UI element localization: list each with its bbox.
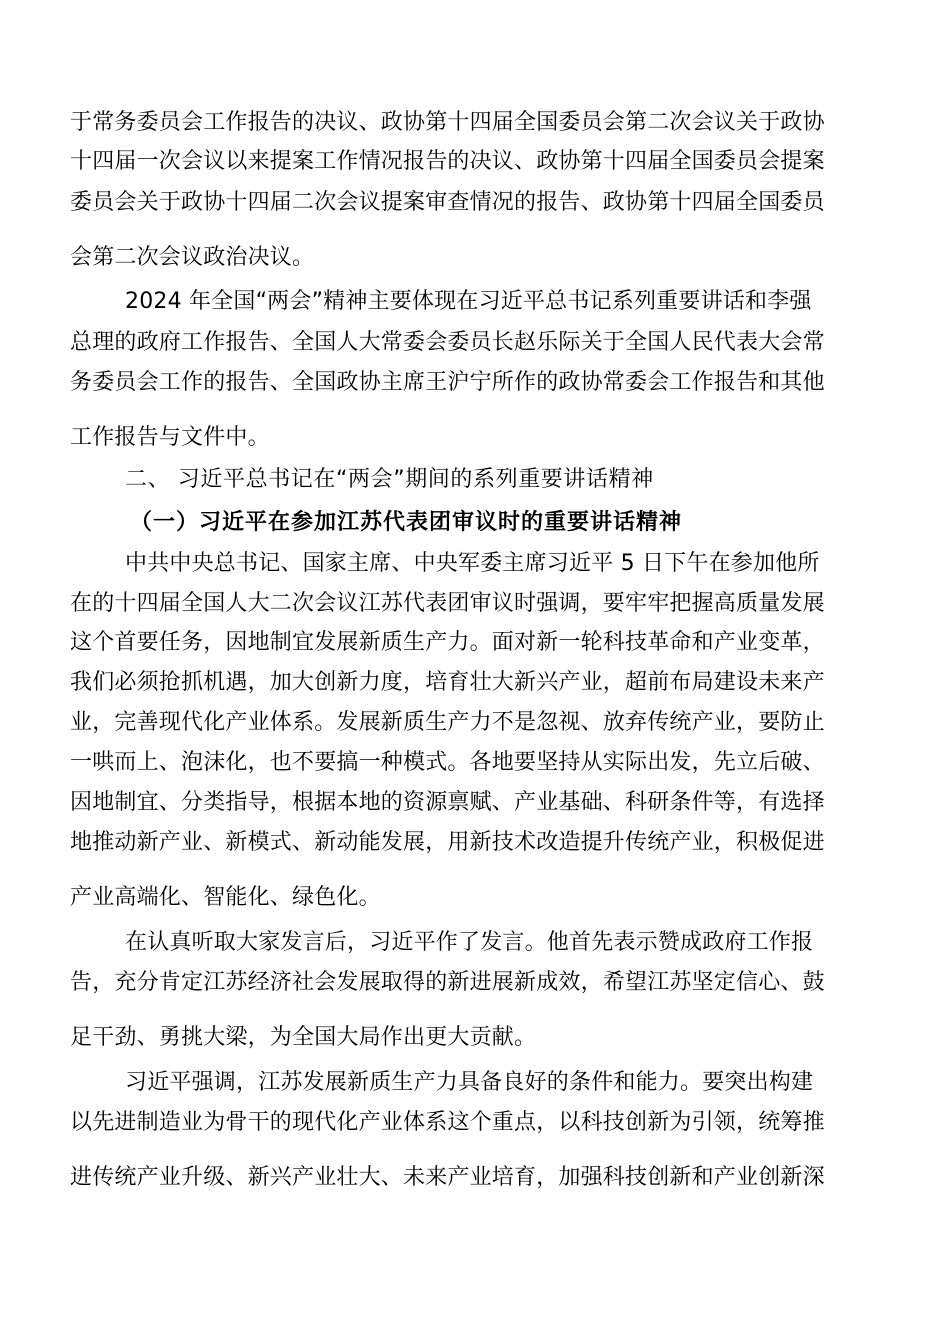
paragraph-first-line: 习近平强调，江苏发展新质生产力具备良好的条件和能力。要突出构建 <box>125 1070 814 1095</box>
text-line: 进传统产业升级、新兴产业壮大、未来产业培育，加强科技创新和产业创新深 <box>70 1165 825 1190</box>
text-line: 地推动新产业、新模式、新动能发展，用新技术改造提升传统产业，积极促进 <box>70 830 825 855</box>
text-line: 总理的政府工作报告、全国人大常委会委员长赵乐际关于全国人民代表大会常 <box>70 330 825 355</box>
text-line: 以先进制造业为骨干的现代化产业体系这个重点，以科技创新为引领，统筹推 <box>70 1110 825 1135</box>
text-line: 因地制宜、分类指导，根据本地的资源禀赋、产业基础、科研条件等，有选择 <box>70 790 825 815</box>
text-line: 委员会关于政协十四届二次会议提案审查情况的报告、政协第十四届全国委员 <box>70 190 825 215</box>
paragraph-first-line: 2024 年全国“两会”精神主要体现在习近平总书记系列重要讲话和李强 <box>125 289 812 314</box>
paragraph-first-line: 在认真听取大家发言后，习近平作了发言。他首先表示赞成政府工作报 <box>125 930 814 955</box>
paragraph-first-line: 中共中央总书记、国家主席、中央军委主席习近平 5 日下午在参加他所 <box>125 551 820 576</box>
text-line: 这个首要任务，因地制宜发展新质生产力。面对新一轮科技革命和产业变革， <box>70 630 825 655</box>
text-line: 产业高端化、智能化、绿色化。 <box>70 885 381 910</box>
subsection-heading: （一）习近平在参加江苏代表团审议时的重要讲话精神 <box>130 510 683 535</box>
text-line: 工作报告与文件中。 <box>70 425 270 450</box>
text-line: 告，充分肯定江苏经济社会发展取得的新进展新成效，希望江苏坚定信心、鼓 <box>70 970 825 995</box>
section-heading: 二、 习近平总书记在“两会”期间的系列重要讲话精神 <box>125 467 654 492</box>
text-line: 会第二次会议政治决议。 <box>70 245 315 270</box>
text-line: 业，完善现代化产业体系。发展新质生产力不是忽视、放弃传统产业，要防止 <box>70 710 825 735</box>
text-line: 足干劲、勇挑大梁，为全国大局作出更大贡献。 <box>70 1025 537 1050</box>
text-line: 一哄而上、泡沫化，也不要搞一种模式。各地要坚持从实际出发，先立后破、 <box>70 750 825 775</box>
text-line: 我们必须抢抓机遇，加大创新力度，培育壮大新兴产业，超前布局建设未来产 <box>70 670 825 695</box>
text-line: 务委员会工作的报告、全国政协主席王沪宁所作的政协常委会工作报告和其他 <box>70 370 825 395</box>
text-line: 于常务委员会工作报告的决议、政协第十四届全国委员会第二次会议关于政协 <box>70 110 825 135</box>
text-line: 在的十四届全国人大二次会议江苏代表团审议时强调，要牢牢把握高质量发展 <box>70 591 825 616</box>
text-line: 十四届一次会议以来提案工作情况报告的决议、政协第十四届全国委员会提案 <box>70 149 825 174</box>
